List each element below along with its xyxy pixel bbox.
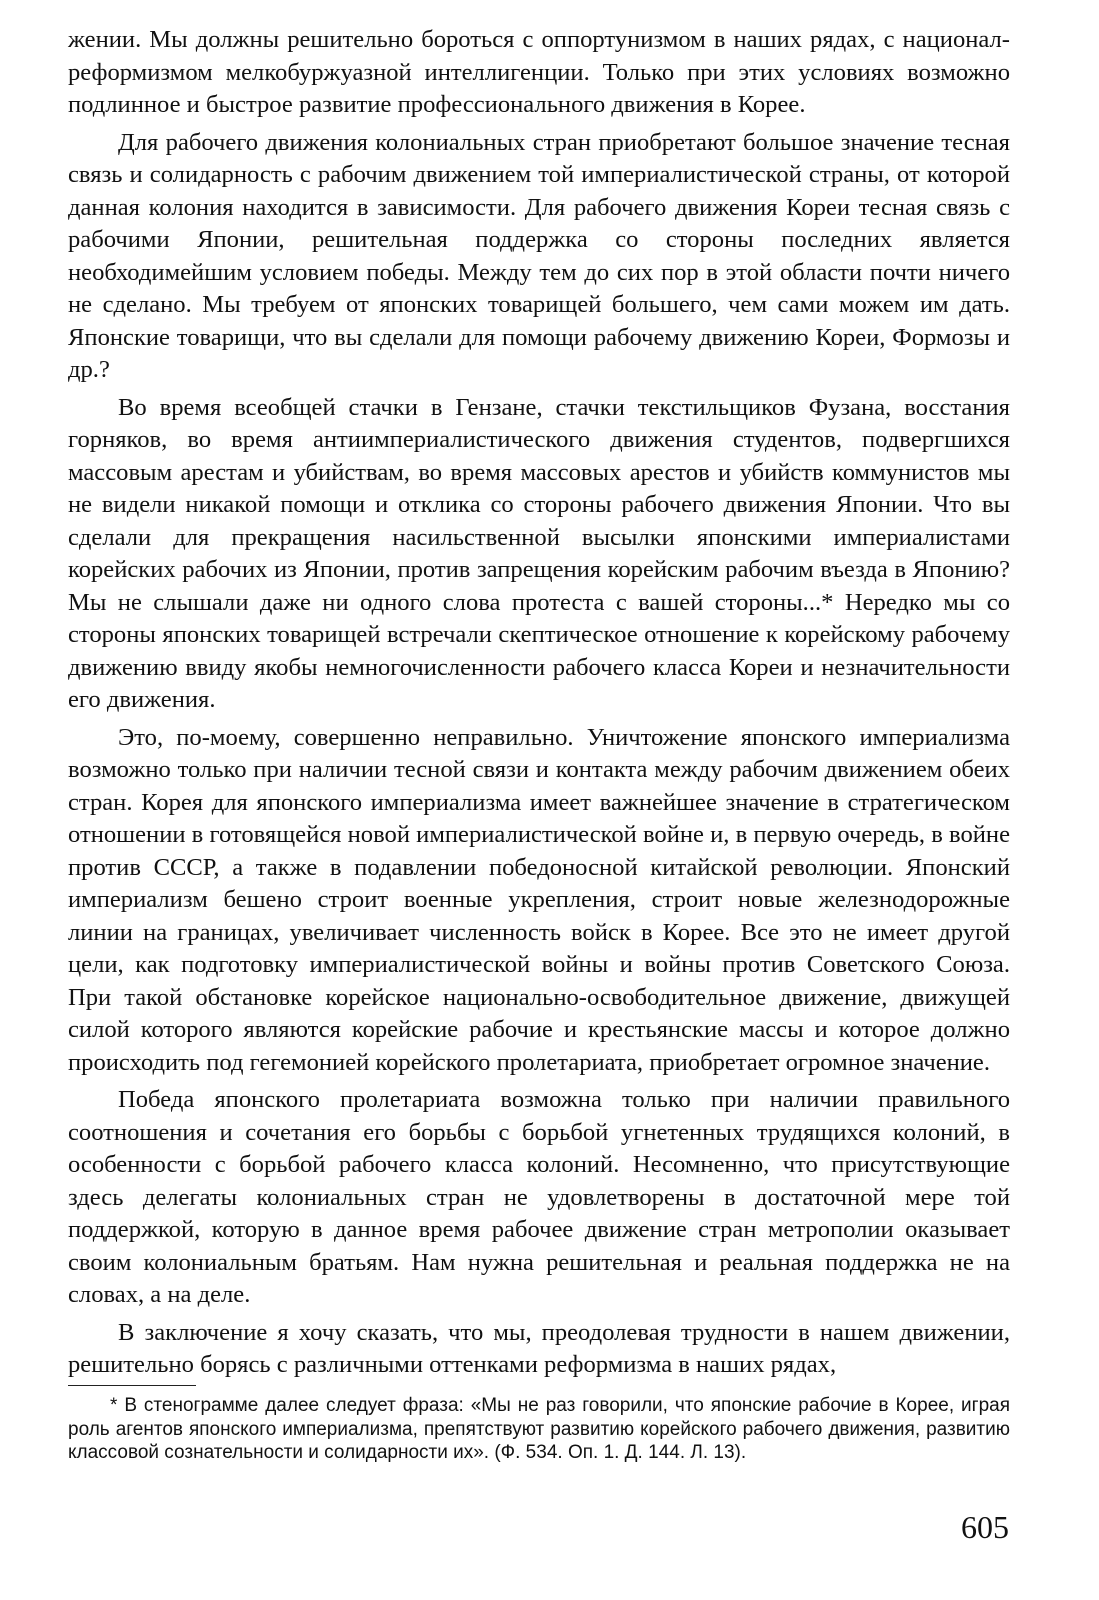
- footnote-divider: [68, 1385, 196, 1386]
- paragraph-6: В заключение я хочу сказать, что мы, преодолевая трудности в нашем движении, решительно борясь с различными оттенками реформизма в наших рядах,: [68, 1318, 1010, 1378]
- main-text: [68, 24, 1010, 1382]
- paragraph-3: Во время всеобщей стачки в Гензане, стачки текстильщиков Фузана, восстания горняков, во время антиимпериалистического движения студентов, подвергшихся массовым арестам и убийствам, во время массовых арестов и убийств коммунистов мы не видели никакой помощи и отклика со стороны рабочего движения Японии. Что вы сделали для прекращения насильственной высылки японскими империалистами корейских рабочих из Японии, против запрещения корейским рабочим въезда в Японию? Мы не слышали даже ни одного слова протеста с вашей стороны...* Нередко мы со стороны японских товарищей встречали скептическое отношение к корейскому рабочему движению ввиду якобы немногочисленности рабочего класса Кореи и незначительности его движения.: [68, 393, 1010, 713]
- footnote: * В стенограмме далее следует фраза: «Мы не раз говорили, что японские рабочие в Корее, играя роль агентов японского империализма, препятствуют развитию корейского рабочего движения, развитию классовой сознательности и солидарности их». (Ф. 534. Оп. 1. Д. 144. Л. 13).: [68, 1395, 1010, 1463]
- paragraph-2: Для рабочего движения колониальных стран приобретают большое значение тесная связь и солидарность с рабочим движением той империалистической страны, от которой данная колония находится в зависимости. Для рабочего движения Кореи тесная связь с рабочими Японии, решительная поддержка со стороны последних является необходимейшим условием победы. Между тем до сих пор в этой области почти ничего не сделано. Мы требуем от японских товарищей большего, чем сами можем им дать. Японские товарищи, что вы сделали для помощи рабочему движению Кореи, Формозы и др.?: [68, 128, 1010, 383]
- paragraph-1: жении. Мы должны решительно бороться с оппортунизмом в наших рядах, с национал-реформизмом мелкобуржуазной интеллигенции. Только при этих условиях возможно подлинное и быстрое развитие профессионального движения в Корее.: [68, 26, 1010, 118]
- paragraph-5: Победа японского пролетариата возможна только при наличии правильного соотношения и сочетания его борьбы с борьбой угнетенных трудящихся колоний, в особенности с борьбой рабочего класса колоний. Несомненно, что присутствующие здесь делегаты колониальных стран не удовлетворены в достаточной мере той поддержкой, которую в данное время рабочее движение стран метрополии оказывает своим колониальным братьям. Нам нужна решительная и реальная поддержка не на словах, а на деле.: [68, 1086, 1010, 1308]
- paragraph-4: Это, по-моему, совершенно неправильно. Уничтожение японского империализма возможно только при наличии тесной связи и контакта между рабочим движением обеих стран. Корея для японского империализма имеет важнейшее значение в стратегическом отношении в готовящейся новой империалистической войне и, в первую очередь, в войне против СССР, а также в подавлении победоносной китайской революции. Японский империализм бешено строит военные укрепления, строит новые железнодорожные линии на границах, увеличивает численность войск в Корее. Все это не имеет другой цели, как подготовку империалистической войны и войны против Советского Союза. При такой обстановке корейское национально-освободительное движение, движущей силой которого являются корейские рабочие и крестьянские массы и которое должно происходить под гегемонией корейского пролетариата, приобретает огромное значение.: [68, 723, 1010, 1076]
- page-number: 605: [961, 1509, 1009, 1545]
